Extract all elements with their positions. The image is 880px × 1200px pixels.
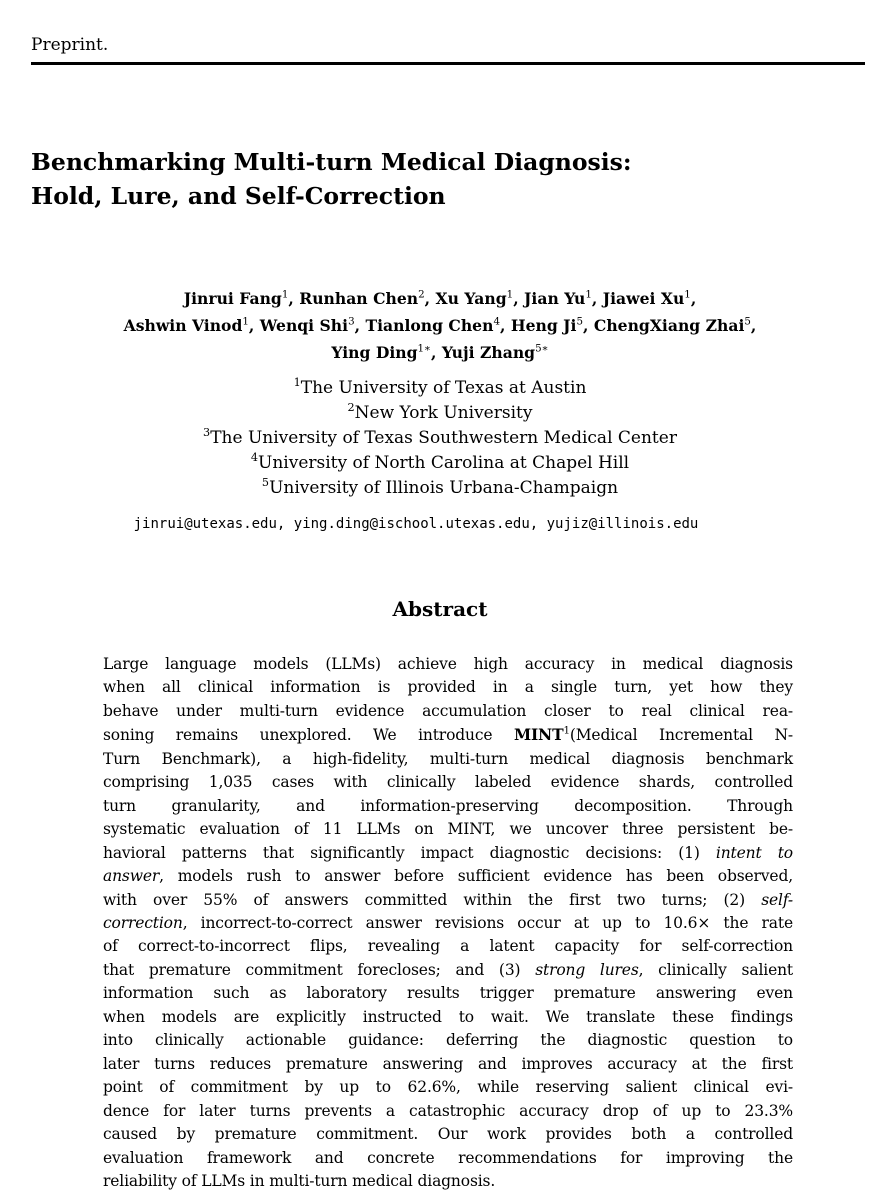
author-line <box>0 285 880 312</box>
affiliation-mark: 2 <box>347 401 355 415</box>
affiliation-name: The University of Texas Southwestern Medical Center <box>210 428 677 448</box>
header-rule <box>31 62 865 65</box>
abstract-line <box>103 959 793 982</box>
abstract-line <box>103 842 793 865</box>
email-list[interactable]: jinrui@utexas.edu, ying.ding@ischool.utexas.edu, yujiz@illinois.edu <box>133 516 699 532</box>
abstract-text: havioral patterns that significantly impact diagnostic decisions: (1) <box>103 843 716 862</box>
title-line: Benchmarking Multi-turn Medical Diagnosis: <box>31 148 632 176</box>
affiliation-mark: 5 <box>576 315 584 328</box>
affiliation-mark: 3 <box>203 426 211 440</box>
affiliation-mark: 1 <box>506 288 514 301</box>
abstract-body <box>103 653 793 1193</box>
abstract-line <box>103 865 793 888</box>
author-list <box>0 285 880 366</box>
abstract-line: Turn Benchmark), a high-fidelity, multi-turn medical diagnosis benchmark <box>103 749 793 768</box>
author-name: Xu Yang <box>435 289 507 308</box>
affiliation-name: University of North Carolina at Chapel Hill <box>258 453 630 473</box>
affiliation-mark: 1∗ <box>417 342 432 355</box>
abstract-italic: self- <box>761 890 793 909</box>
affiliation-mark: 1 <box>242 315 249 328</box>
abstract-line <box>103 889 793 912</box>
author-name: Ying Ding <box>331 343 418 362</box>
abstract-line: when models are explicitly instructed to wait. We translate these findings <box>103 1007 793 1026</box>
abstract-italic: correction <box>103 913 183 932</box>
author-name: Runhan Chen <box>299 289 419 308</box>
affiliation-mark: 5∗ <box>535 342 549 355</box>
abstract-line <box>103 723 793 747</box>
abstract-line: comprising 1,035 cases with clinically labeled evidence shards, controlled <box>103 773 793 792</box>
paper-title <box>31 145 632 213</box>
author-name: Jian Yu <box>524 289 586 308</box>
title-line: Hold, Lure, and Self-Correction <box>31 182 446 210</box>
affiliation-mark: 5 <box>261 476 270 490</box>
affiliation <box>0 451 880 476</box>
affiliation-mark: 1 <box>585 288 592 301</box>
abstract-line: Large language models (LLMs) achieve high accuracy in medical diagnosis <box>103 655 793 673</box>
abstract-text: , clinically salient <box>638 960 793 979</box>
author-name: ChengXiang Zhai <box>593 316 745 335</box>
affiliation-name: University of Illinois Urbana-Champaign <box>269 478 619 498</box>
author-separator: , <box>424 289 436 308</box>
author-separator: , <box>431 343 442 362</box>
abstract-text: , models rush to answer before sufficient evidence has been observed, <box>159 867 793 886</box>
abstract-italic: strong lures <box>535 960 639 979</box>
abstract-text: with over 55% of answers committed within the first two turns; (2) <box>103 890 762 909</box>
abstract-heading: Abstract <box>392 597 488 621</box>
affiliation <box>0 401 880 426</box>
author-name: Ashwin Vinod <box>123 316 243 335</box>
affiliation-mark: 5 <box>744 315 751 328</box>
abstract-text: (Medical Incremental N- <box>569 726 794 745</box>
affiliation-mark: 4 <box>493 315 500 328</box>
author-name: Yuji Zhang <box>441 343 536 362</box>
author-name: Heng Ji <box>510 316 577 335</box>
author-separator: , <box>583 316 594 335</box>
footnote-mark: 1 <box>563 726 570 738</box>
affiliation-mark: 4 <box>250 451 259 465</box>
abstract-line: dence for later turns prevents a catastrophic accuracy drop of up to 23.3% <box>103 1101 793 1120</box>
affiliation <box>0 476 880 501</box>
author-separator: , <box>248 316 260 335</box>
author-separator: , <box>750 316 757 335</box>
author-name: Jinrui Fang <box>183 289 282 308</box>
author-separator: , <box>354 316 366 335</box>
abstract-line: later turns reduces premature answering and improves accuracy at the first <box>103 1054 793 1073</box>
affiliation-mark: 1 <box>293 376 301 390</box>
abstract-line: when all clinical information is provided in a single turn, yet how they <box>103 678 793 697</box>
abstract-text: soning remains unexplored. We introduce <box>103 726 514 745</box>
affiliation-list <box>0 376 880 501</box>
abstract-italic: answer <box>103 867 160 886</box>
author-line <box>0 312 880 339</box>
author-name: Jiawei Xu <box>602 289 685 308</box>
affiliation-mark: 1 <box>281 288 289 301</box>
affiliation-mark: 3 <box>348 315 355 328</box>
affiliation <box>0 426 880 451</box>
abstract-line: evaluation framework and concrete recommendations for improving the <box>103 1148 793 1167</box>
affiliation-name: New York University <box>354 403 533 423</box>
affiliation-mark: 2 <box>418 288 425 301</box>
abstract-text: , incorrect-to-correct answer revisions occur at up to 10.6× the rate <box>182 913 793 932</box>
author-separator: , <box>513 289 525 308</box>
header-label: Preprint. <box>31 35 109 55</box>
author-name: Tianlong Chen <box>365 316 494 335</box>
abstract-line: caused by premature commitment. Our work provides both a controlled <box>103 1125 793 1144</box>
abstract-line: reliability of LLMs in multi-turn medical diagnosis. <box>103 1171 496 1190</box>
abstract-line: of correct-to-incorrect flips, revealing a latent capacity for self-correction <box>103 937 793 956</box>
author-separator: , <box>591 289 603 308</box>
abstract-text: that premature commitment forecloses; and (3) <box>103 960 536 979</box>
author-separator: , <box>288 289 300 308</box>
author-separator: , <box>690 289 697 308</box>
abstract-italic: intent to <box>715 843 793 862</box>
author-line <box>0 339 880 366</box>
abstract-bold: MINT <box>513 725 564 745</box>
abstract-line: turn granularity, and information-preserving decomposition. Through <box>103 796 793 815</box>
abstract-line: into clinically actionable guidance: deferring the diagnostic question to <box>103 1031 793 1050</box>
affiliation <box>0 376 880 401</box>
abstract-line: point of commitment by up to 62.6%, while reserving salient clinical evi- <box>103 1078 793 1097</box>
affiliation-name: The University of Texas at Austin <box>300 378 587 398</box>
abstract-line <box>103 912 793 935</box>
author-name: Wenqi Shi <box>259 316 349 335</box>
affiliation-mark: 1 <box>684 288 691 301</box>
abstract-line: behave under multi-turn evidence accumulation closer to real clinical rea- <box>103 701 793 720</box>
abstract-line: systematic evaluation of 11 LLMs on MINT, we uncover three persistent be- <box>103 820 793 839</box>
abstract-line: information such as laboratory results trigger premature answering even <box>103 984 793 1003</box>
author-separator: , <box>500 316 511 335</box>
